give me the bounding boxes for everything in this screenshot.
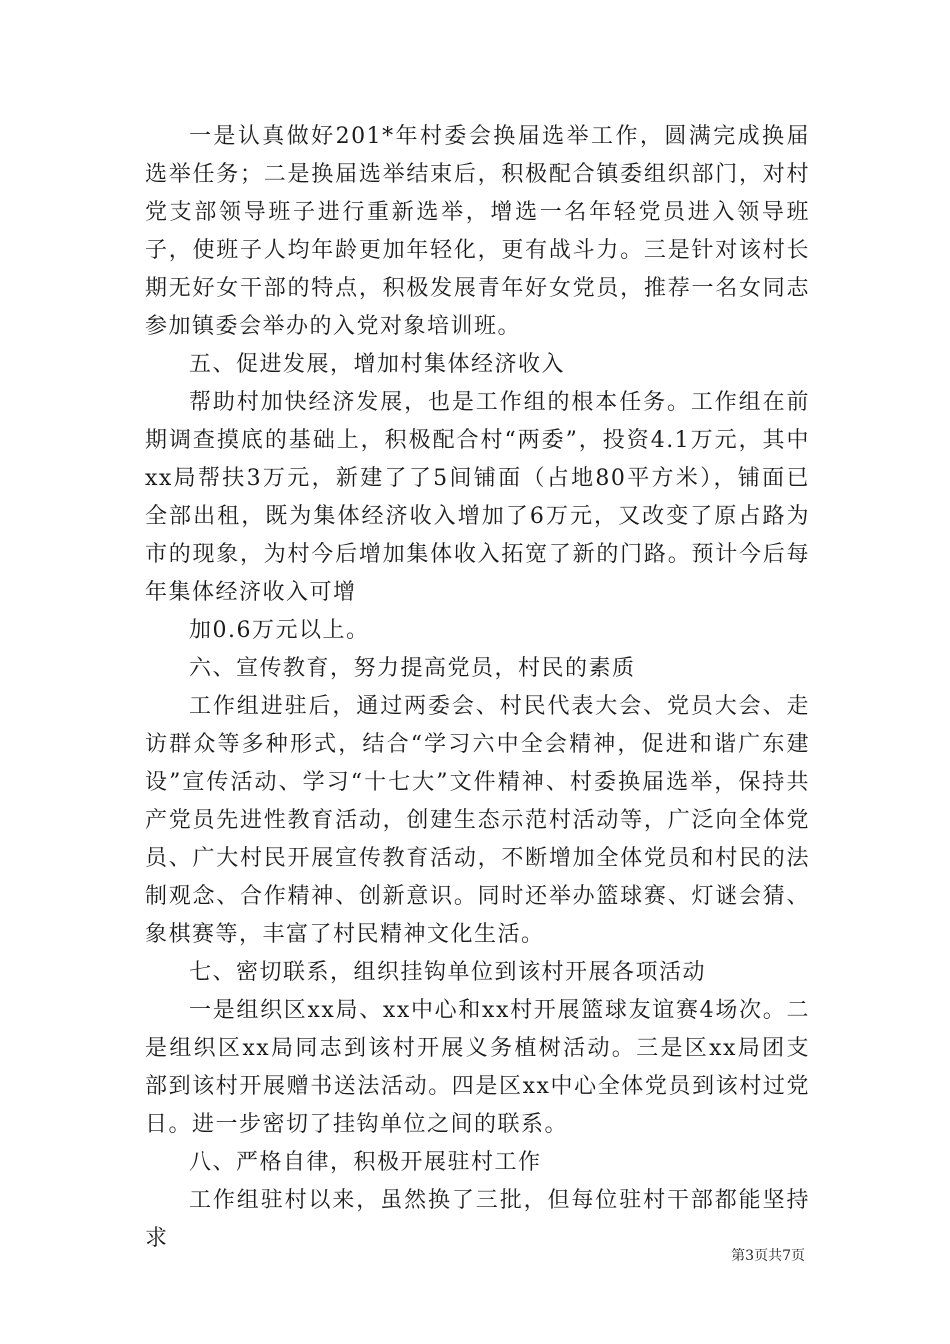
section-heading-discipline: 八、严格自律，积极开展驻村工作 xyxy=(189,1150,542,1175)
section-heading-liaison: 七、密切联系，组织挂钩单位到该村开展各项活动 xyxy=(189,960,707,985)
section-heading-economy: 五、促进发展，增加村集体经济收入 xyxy=(189,352,566,377)
paragraph-discipline: 工作组驻村以来，虽然换了三批，但每位驻村干部都能坚持求 xyxy=(145,1188,810,1251)
page-number: 第3页共7页 xyxy=(731,1248,805,1264)
paragraph-education: 工作组进驻后，通过两委会、村民代表大会、党员大会、走访群众等多种形式，结合“学习六中全会精神，促进和谐广东建设”宣传活动、学习“十七大”文件精神、村委换届选举，保持共产党员先进性教育活动，创建生态示范村活动等，广泛向全体党员、广大村民开展宣传教育活动，不断增加全体党员和村民的法制观念、合作精神、创新意识。同时还举办篮球赛、灯谜会猜、象棋赛等，丰富了村民精神文化生活。 xyxy=(145,694,810,947)
paragraph-liaison: 一是组织区xx局、xx中心和xx村开展篮球友谊赛4场次。二是组织区xx局同志到该村开展义务植树活动。三是区xx局团支部到该村开展赠书送法活动。四是区xx中心全体党员到该村过党日。进一步密切了挂钩单位之间的联系。 xyxy=(145,998,810,1137)
document-body xyxy=(145,118,810,1258)
paragraph-economy-continued: 加0.6万元以上。 xyxy=(189,618,370,643)
paragraph-economy: 帮助村加快经济发展，也是工作组的根本任务。工作组在前期调查摸底的基础上，积极配合村“两委”，投资4.1万元，其中xx局帮扶3万元，新建了了5间铺面（占地80平方米），铺面已全部出租，既为集体经济收入增加了6万元，又改变了原占路为市的现象，为村今后增加集体收入拓宽了新的门路。预计今后每年集体经济收入可增 xyxy=(145,390,810,605)
section-heading-education: 六、宣传教育，努力提高党员，村民的素质 xyxy=(189,656,636,681)
paragraph-election-work: 一是认真做好201*年村委会换届选举工作，圆满完成换届选举任务；二是换届选举结束后，积极配合镇委组织部门，对村党支部领导班子进行重新选举，增选一名年轻党员进入领导班子，使班子人均年龄更加年轻化，更有战斗力。三是针对该村长期无好女干部的特点，积极发展青年好女党员，推荐一名女同志参加镇委会举办的入党对象培训班。 xyxy=(145,124,810,339)
